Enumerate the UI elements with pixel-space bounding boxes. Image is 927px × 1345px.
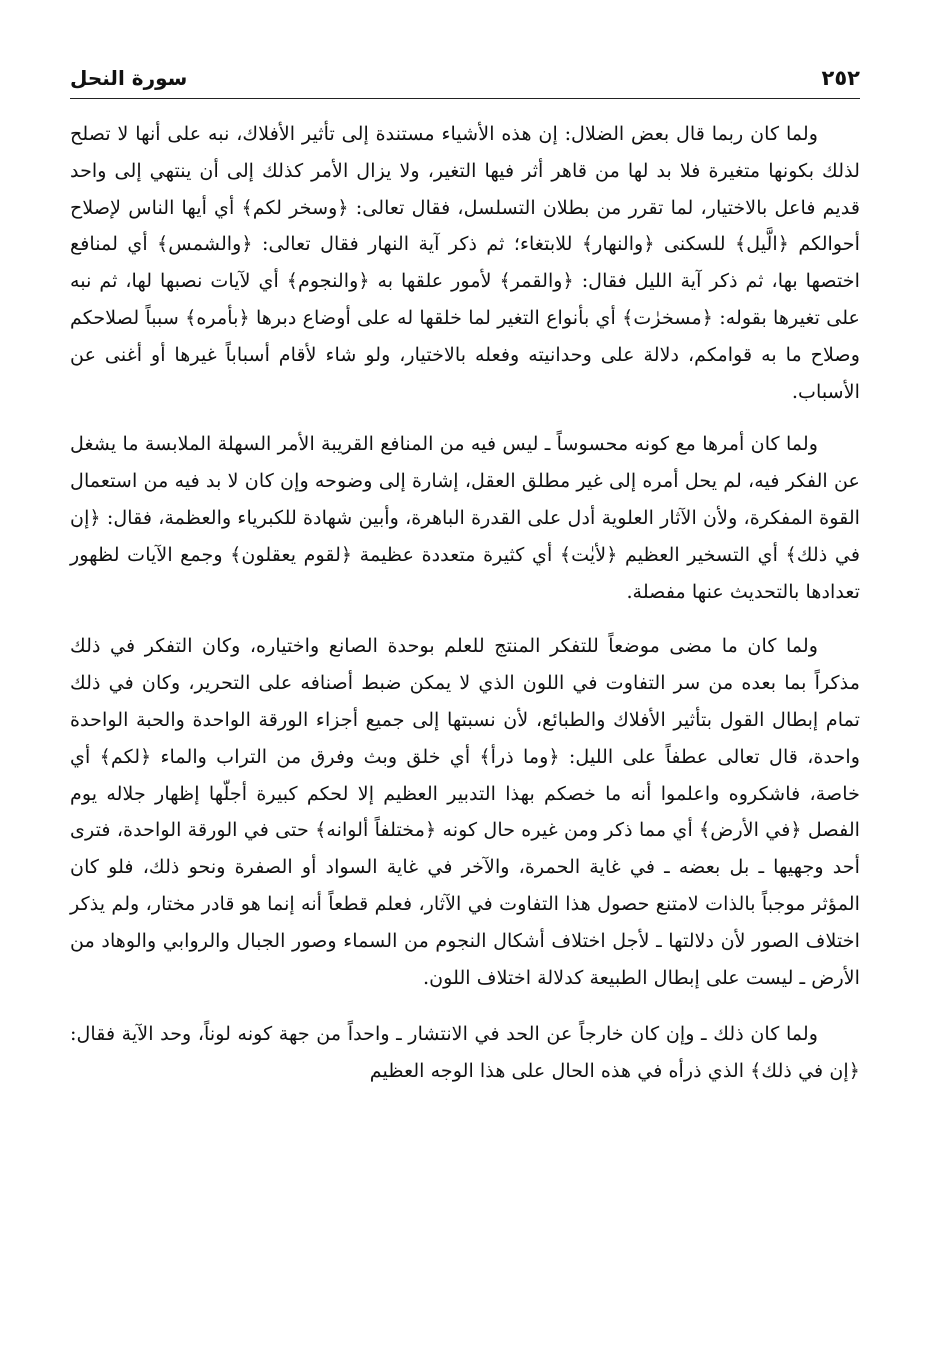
paragraph: ولما كان ربما قال بعض الضلال: إن هذه الأشياء مستندة إلى تأثير الأفلاك، نبه على أنها لا تصلح لذلك بكونها متغيرة فلا بد لها من قاهر أثر فيها التغير، ولا يزال الأمر كذلك إلى أن ينتهي إلى واحد قديم فاعل بالاختيار، لما تقرر من بطلان التسلسل، فقال تعالى: ﴿وسخر لكم﴾ أي أيها الناس لإصلاح أحوالكم ﴿الَّيل﴾ للسكنى ﴿والنهار﴾ للابتغاء؛ ثم ذكر آية النهار فقال تعالى: ﴿والشمس﴾ أي لمنافع اختصها بها، ثم ذكر آية الليل فقال: ﴿والقمر﴾ لأمور علقها به ﴿والنجوم﴾ أي لآيات نصبها لها، ثم نبه على تغيرها بقوله: ﴿مسخرٰت﴾ أي بأنواع التغير لما خلقها له على أوضاع دبرها ﴿بأمره﴾ سبباً لصلاحكم وصلاح ما به قوامكم، دلالة على وحدانيته وفعله بالاختيار، ولو شاء لأقام أسباباً غيرها أو أغنى عن الأسباب. — [70, 122, 860, 403]
paragraph: ولما كان ذلك ـ وإن كان خارجاً عن الحد في الانتشار ـ واحداً من جهة كونه لوناً، وحد الآية فقال: ﴿إن في ذلك﴾ الذي ذرأه في هذه الحال على هذا الوجه العظيم — [70, 1022, 860, 1083]
page-body — [70, 116, 860, 1090]
page-header — [70, 62, 860, 99]
page-number: ٢٥٢ — [821, 66, 860, 90]
paragraph: ولما كان ما مضى موضعاً للتفكر المنتج للعلم بوحدة الصانع واختياره، وكان التفكر في ذلك مذكراً بما بعده من سر التفاوت في اللون الذي لا يمكن ضبط أصنافه على التحرير، وكان في ذلك تمام إبطال القول بتأثير الأفلاك والطبائع، لأن نسبتها إلى جميع أجزاء الورقة الواحدة والحبة الواحدة واحدة، قال تعالى عطفاً على الليل: ﴿وما ذرأ﴾ أي خلق وبث وفرق من التراب والماء ﴿لكم﴾ أي خاصة، فاشكروه واعلموا أنه ما خصكم بهذا التدبير العظيم إلا لحكم كبيرة أجلّها إظهار جلاله يوم الفصل ﴿في الأرض﴾ أي مما ذكر ومن غيره حال كونه ﴿مختلفاً ألوانه﴾ حتى في الورقة الواحدة، فترى أحد وجهيها ـ بل بعضه ـ في غاية الحمرة، والآخر في غاية السواد أو الصفرة ونحو ذلك، فلو كان المؤثر موجباً بالذات لامتنع حصول هذا التفاوت في الآثار، فعلم قطعاً أنه إنما هو قادر مختار، ولم يذكر اختلاف الصور لأن دلالتها ـ لأجل اختلاف أشكال النجوم من السماء وصور الجبال والروابي والوهاد من الأرض ـ ليست على إبطال الطبيعة كدلالة اختلاف اللون. — [70, 634, 860, 989]
paragraph: ولما كان أمرها مع كونه محسوساً ـ ليس فيه من المنافع القريبة الأمر السهلة الملابسة ما يشغل عن الفكر فيه، لم يحل أمره إلى غير مطلق العقل، إشارة إلى وضوحه وإن كان لا بد فيه من استعمال القوة المفكرة، ولأن الآثار العلوية أدل على القدرة الباهرة، وأبين شهادة للكبرياء والعظمة، فقال: ﴿إن في ذلك﴾ أي التسخير العظيم ﴿لأيٰت﴾ أي كثيرة متعددة عظيمة ﴿لقوم يعقلون﴾ وجمع الآيات لظهور تعدادها بالتحديث عنها مفصلة. — [70, 432, 860, 603]
surah-title: سورة النحل — [70, 66, 188, 90]
